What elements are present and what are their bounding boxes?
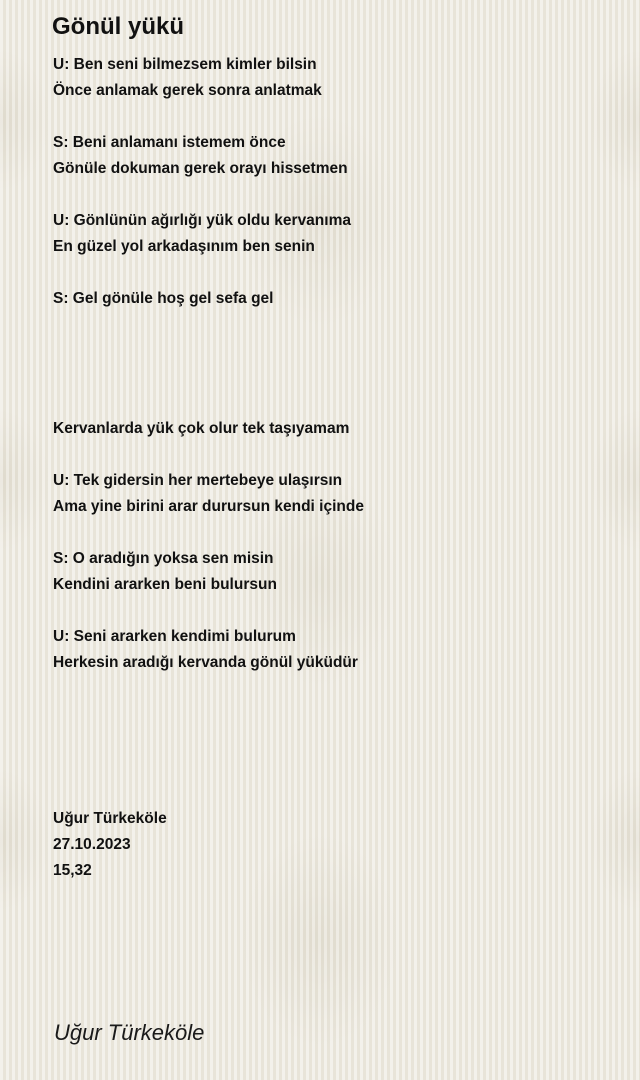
poem-line: Ama yine birini arar durursun kendi içinde: [53, 498, 364, 515]
stanza-gap: [53, 728, 613, 754]
poem-line: S: Gel gönüle hoş gel sefa gel: [53, 290, 274, 307]
stanza-gap: [53, 364, 613, 390]
stanza-gap: [53, 442, 613, 468]
stanza-gap: [53, 598, 613, 624]
stanza-gap: [53, 754, 613, 780]
stanza-gap: [53, 182, 613, 208]
stanza-gap: [53, 676, 613, 702]
poem-line: U: Gönlünün ağırlığı yük oldu kervanıma: [53, 212, 351, 229]
stanza-gap: [53, 338, 613, 364]
poem-body: [53, 52, 613, 884]
poem-line: S: Beni anlamanı istemem önce: [53, 134, 286, 151]
stanza-gap: [53, 312, 613, 338]
author-signature: Uğur Türkeköle: [54, 1020, 205, 1045]
poem-line: U: Ben seni bilmezsem kimler bilsin: [53, 56, 317, 73]
poem-date: 27.10.2023: [53, 836, 131, 853]
stanza-gap: [53, 780, 613, 806]
poem-line: Önce anlamak gerek sonra anlatmak: [53, 82, 322, 99]
stanza-gap: [53, 260, 613, 286]
poem-title: Gönül yükü: [52, 13, 184, 40]
poem-line: Kervanlarda yük çok olur tek taşıyamam: [53, 420, 350, 437]
poem-line: U: Tek gidersin her mertebeye ulaşırsın: [53, 472, 343, 489]
poem-line: En güzel yol arkadaşınım ben senin: [53, 238, 315, 255]
poem-line: U: Seni ararken kendimi bulurum: [53, 628, 296, 645]
poem-line: Herkesin aradığı kervanda gönül yüküdür: [53, 654, 358, 671]
stanza-gap: [53, 520, 613, 546]
poem-line: Kendini ararken beni bulursun: [53, 576, 277, 593]
poem-author: Uğur Türkeköle: [53, 810, 167, 827]
poem-line: S: O aradığın yoksa sen misin: [53, 550, 274, 567]
stanza-gap: [53, 390, 613, 416]
stanza-gap: [53, 702, 613, 728]
stanza-gap: [53, 104, 613, 130]
poem-time: 15,32: [53, 862, 92, 879]
poem-line: Gönüle dokuman gerek orayı hissetmen: [53, 160, 348, 177]
